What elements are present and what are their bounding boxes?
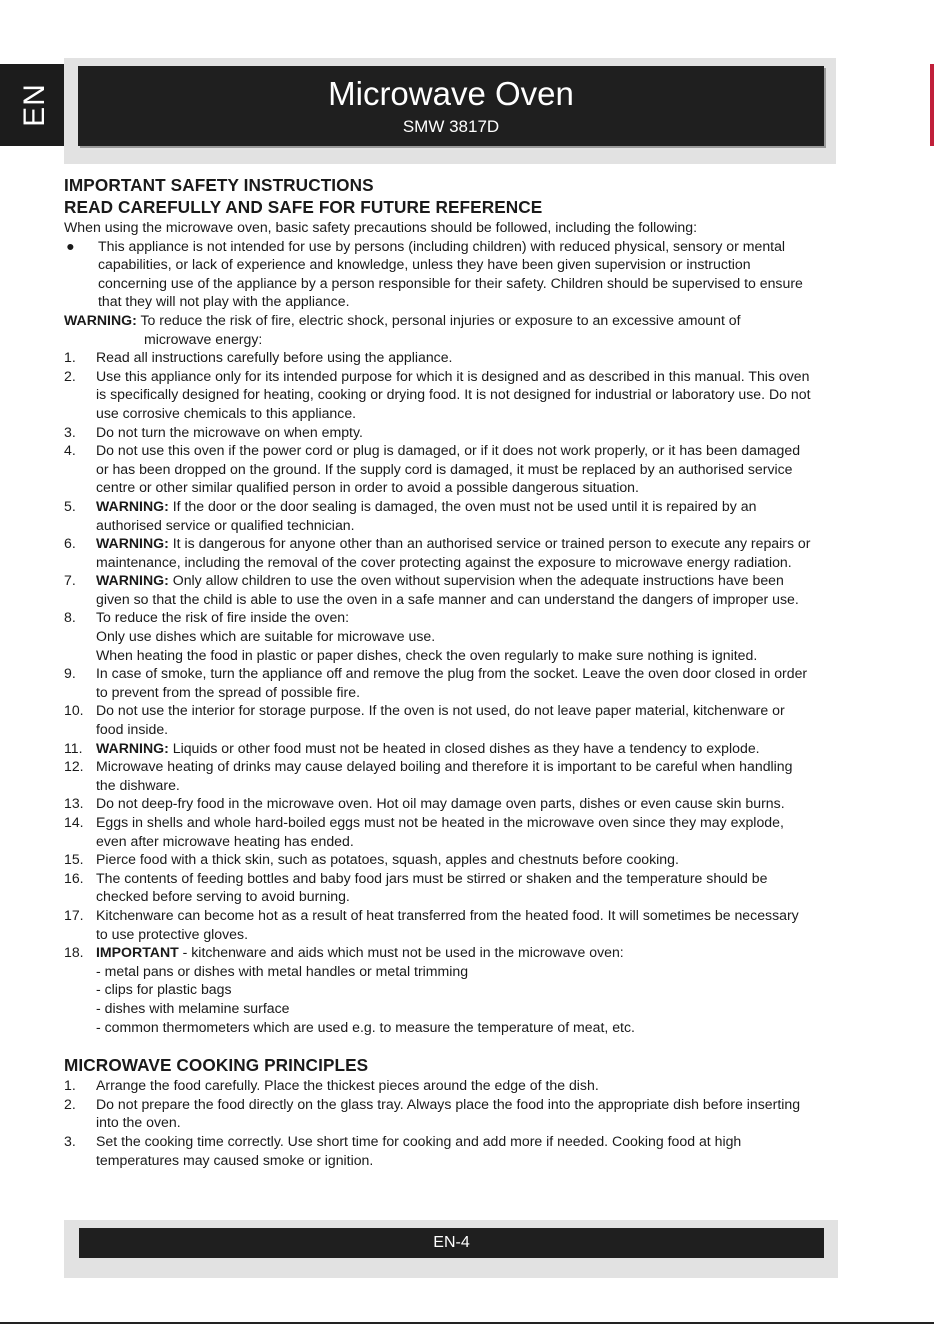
list-item (64, 497, 814, 534)
page-number: EN-4 (433, 1234, 470, 1251)
item-number: 9. (64, 665, 76, 682)
list-item (64, 794, 814, 813)
item-text (96, 813, 814, 850)
item-body: Do not use this oven if the power cord or plug is damaged, or if it does not work properly, or it has been damaged or has been dropped on the ground. If the supply cord is damaged, it must be replaced by an authorised service centre or other similar qualified person in order to avoid a possible dangerous situation. (96, 442, 801, 496)
list-item (64, 813, 814, 850)
item-number: 1. (64, 349, 76, 366)
item-text (96, 794, 814, 813)
safety-heading: IMPORTANT SAFETY INSTRUCTIONS (64, 175, 374, 195)
item-number: 10. (64, 702, 84, 719)
sub-item: When heating the food in plastic or paper dishes, check the oven regularly to make sure nothing is ignited. (96, 646, 758, 663)
item-number: 8. (64, 609, 76, 626)
warning-text: To reduce the risk of fire, electric shock, personal injuries or exposure to an excessive amount of (140, 311, 741, 328)
list-item (64, 534, 814, 571)
item-body: Read all instructions carefully before using the appliance. (96, 349, 453, 366)
item-body: Do not deep-fry food in the microwave oven. Hot oil may damage oven parts, dishes or even cause skin burns. (96, 795, 785, 812)
principles-list (64, 1076, 814, 1169)
item-text (96, 739, 814, 758)
item-number: 17. (64, 906, 84, 923)
item-body: Microwave heating of drinks may cause delayed boiling and therefore it is important to be careful when handling the dishware. (96, 758, 793, 793)
list-item (64, 1095, 814, 1132)
item-number: 1. (64, 1077, 76, 1094)
item-text (96, 757, 814, 794)
warning-block (64, 311, 814, 348)
item-text (96, 608, 814, 627)
item-text (96, 423, 814, 442)
list-item (64, 664, 814, 701)
item-text (96, 664, 814, 701)
item-text: Do not prepare the food directly on the glass tray. Always place the food into the appropriate dish before inserting into the oven. (96, 1095, 801, 1131)
sub-item: - common thermometers which are used e.g. to measure the temperature of meat, etc. (96, 1018, 635, 1035)
item-text (96, 441, 814, 497)
list-item (64, 367, 814, 423)
item-number: 16. (64, 869, 84, 886)
item-number: 2. (64, 1095, 76, 1112)
item-text (96, 943, 814, 962)
item-body: Kitchenware can become hot as a result of heat transferred from the heated food. It will sometimes be necessary to use protective gloves. (96, 906, 799, 942)
item-text (96, 348, 814, 367)
item-label: WARNING: (96, 535, 169, 552)
item-number: 7. (64, 572, 76, 589)
bullet-text: This appliance is not intended for use by persons (including children) with reduced physical, sensory or mental capabilities, or lack of experience and knowledge, unless they have been given supervision or instruction concerning use of the appliance by a person responsible for their safety. Children should be supervised to ensure that they will not play with the appliance. (98, 237, 803, 310)
footer-bar (79, 1228, 824, 1258)
list-item (64, 701, 814, 738)
sub-item: Only use dishes which are suitable for microwave use. (96, 628, 436, 645)
item-label: WARNING: (96, 497, 169, 514)
item-text (96, 850, 814, 869)
list-item (64, 850, 814, 869)
sub-item: - dishes with melamine surface (96, 999, 290, 1016)
item-text (96, 367, 814, 423)
item-body: Use this appliance only for its intended purpose for which it is designed and as described in this manual. This oven is specifically designed for heating, cooking or drying food. It is not designed for industrial or laboratory use. Do not use corrosive chemicals to this appliance. (96, 367, 811, 421)
page-content (64, 174, 814, 1169)
bullet-symbol: ● (66, 237, 75, 254)
edge-marker (930, 64, 934, 146)
item-text (96, 534, 814, 571)
item-body: Eggs in shells and whole hard-boiled eggs must not be heated in the microwave oven since they may explode, even after microwave heating has ended. (96, 814, 784, 849)
item-body: In case of smoke, turn the appliance off and remove the plug from the socket. Leave the oven door closed in order to prevent from the spread of possible fire. (96, 665, 808, 700)
item-number: 5. (64, 497, 76, 514)
item-number: 6. (64, 535, 76, 552)
item-body: The contents of feeding bottles and baby food jars must be stirred or shaken and the temperature should be checked before serving to avoid burning. (96, 869, 768, 905)
item-label: WARNING: (96, 572, 169, 589)
list-item (64, 441, 814, 497)
item-body: Pierce food with a thick skin, such as potatoes, squash, apples and chestnuts before cooking. (96, 851, 679, 868)
list-item (64, 943, 814, 962)
warning-text-continued: microwave energy: (144, 330, 263, 347)
principles-heading: MICROWAVE COOKING PRINCIPLES (64, 1055, 369, 1076)
item-text: Arrange the food carefully. Place the thickest pieces around the edge of the dish. (96, 1077, 599, 1094)
section-gap (64, 1036, 814, 1054)
list-item (64, 869, 814, 906)
list-item (64, 423, 814, 442)
bullet-item (64, 237, 814, 311)
list-item (64, 571, 814, 608)
item-text (96, 869, 814, 906)
language-tab (0, 64, 70, 146)
item-body: It is dangerous for anyone other than an authorised service or trained person to execute any repairs or maintenance, including the removal of the cover protecting against the exposure to microwave energy radiation. (96, 535, 811, 570)
header-bar (78, 66, 824, 146)
item-text (96, 497, 814, 534)
item-text (96, 906, 814, 943)
list-item (64, 739, 814, 758)
document-title: Microwave Oven (328, 75, 574, 112)
item-label: WARNING: (96, 739, 169, 756)
item-body: Only allow children to use the oven without supervision when the adequate instructions have been given so that the child is able to use the oven in a safe manner and can understand the dangers of improper use. (96, 572, 799, 607)
item-number: 11. (64, 739, 83, 756)
safety-intro: When using the microwave oven, basic safety precautions should be followed, including the following: (64, 219, 698, 235)
item-text: Set the cooking time correctly. Use short time for cooking and add more if needed. Cooking food at high temperatures may caused smoke or ignition. (96, 1132, 742, 1168)
item-number: 2. (64, 367, 76, 384)
item-body: - kitchenware and aids which must not be used in the microwave oven: (182, 944, 624, 961)
sub-item: - clips for plastic bags (96, 981, 232, 998)
item-label: IMPORTANT (96, 944, 179, 961)
list-item (64, 348, 814, 367)
bottom-rule (0, 1322, 934, 1324)
safety-subheading: READ CAREFULLY AND SAFE FOR FUTURE REFERENCE (64, 197, 543, 217)
language-code: EN (18, 83, 51, 127)
item-number: 15. (64, 851, 84, 868)
item-body: If the door or the door sealing is damaged, the oven must not be used until it is repaired by an authorised service or qualified technician. (96, 497, 757, 533)
item-text (96, 701, 814, 738)
item-body: Liquids or other food must not be heated in closed dishes as they have a tendency to explode. (172, 739, 760, 756)
item-number: 3. (64, 423, 76, 440)
item-text (96, 571, 814, 608)
sub-item: - metal pans or dishes with metal handles or metal trimming (96, 962, 469, 979)
model-number: SMW 3817D (402, 117, 500, 136)
list-item (64, 608, 814, 627)
list-item (64, 1076, 814, 1095)
item-body: Do not use the interior for storage purpose. If the oven is not used, do not leave paper material, kitchenware or food inside. (96, 702, 785, 738)
safety-list (64, 348, 814, 1036)
item-number: 13. (64, 795, 84, 812)
item-body: To reduce the risk of fire inside the oven: (96, 609, 350, 626)
item-number: 4. (64, 442, 76, 459)
item-number: 12. (64, 758, 84, 775)
item-number: 18. (64, 944, 84, 961)
warning-label: WARNING: (64, 311, 137, 328)
list-item (64, 757, 814, 794)
item-body: Do not turn the microwave on when empty. (96, 423, 363, 440)
item-number: 14. (64, 814, 84, 830)
list-item (64, 1132, 814, 1169)
list-item (64, 906, 814, 943)
item-number: 3. (64, 1132, 76, 1149)
